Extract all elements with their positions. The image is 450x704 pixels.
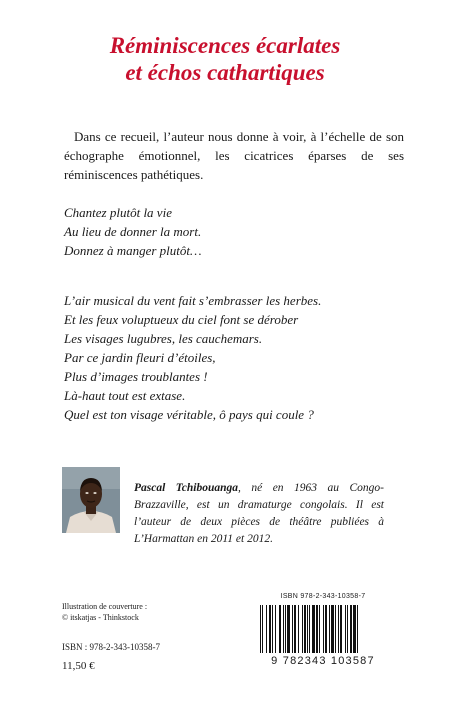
poem-line: L’air musical du vent fait s’embrasser les herbes. — [64, 293, 322, 308]
cover-credit — [62, 601, 147, 623]
title-line-1: Réminiscences écarlates — [109, 33, 341, 58]
poem-excerpt-2 — [64, 291, 321, 424]
barcode-digits: 9 782343 103587 — [271, 655, 375, 667]
author-photo — [62, 467, 120, 533]
title-line-2: et échos cathartiques — [125, 60, 325, 85]
poem-line: Par ce jardin fleuri d’étoiles, — [64, 350, 216, 365]
poem-line: Plus d’images troublantes ! — [64, 369, 208, 384]
isbn-number: ISBN : 978-2-343-10358-7 — [62, 642, 160, 652]
credit-line-1: Illustration de couverture : — [62, 602, 148, 611]
poem-excerpt-1 — [64, 203, 202, 260]
book-title — [0, 32, 450, 86]
barcode — [250, 593, 396, 667]
price: 11,50 € — [62, 660, 95, 672]
author-name: Pascal Tchibouanga — [134, 482, 238, 494]
poem-line: Quel est ton visage véritable, ô pays qui coule ? — [64, 407, 314, 422]
barcode-bars — [250, 605, 396, 655]
bio-text: , né en 1963 au Congo-Brazzaville, est un dramaturge congolais. Il est l’auteur de deux pièces de théâtre publiées à L’Harmattan en 2011 et 2012. — [134, 482, 384, 545]
intro-paragraph: Dans ce recueil, l’auteur nous donne à voir, à l’échelle de son échographe émotionnel, les cicatrices éparses de ses réminiscences pathétiques. — [64, 129, 404, 182]
poem-line: Chantez plutôt la vie — [64, 205, 172, 220]
poem-line: Les visages lugubres, les cauchemars. — [64, 331, 263, 346]
barcode-isbn-label: ISBN 978-2-343-10358-7 — [280, 593, 366, 600]
poem-line: Et les feux voluptueux du ciel font se dérober — [64, 312, 299, 327]
credit-line-2: © itskatjas - Thinkstock — [62, 613, 139, 622]
poem-line: Au lieu de donner la mort. — [64, 224, 202, 239]
poem-line: Donnez à manger plutôt… — [64, 243, 202, 258]
author-bio — [134, 480, 384, 548]
poem-line: Là-haut tout est extase. — [64, 388, 186, 403]
